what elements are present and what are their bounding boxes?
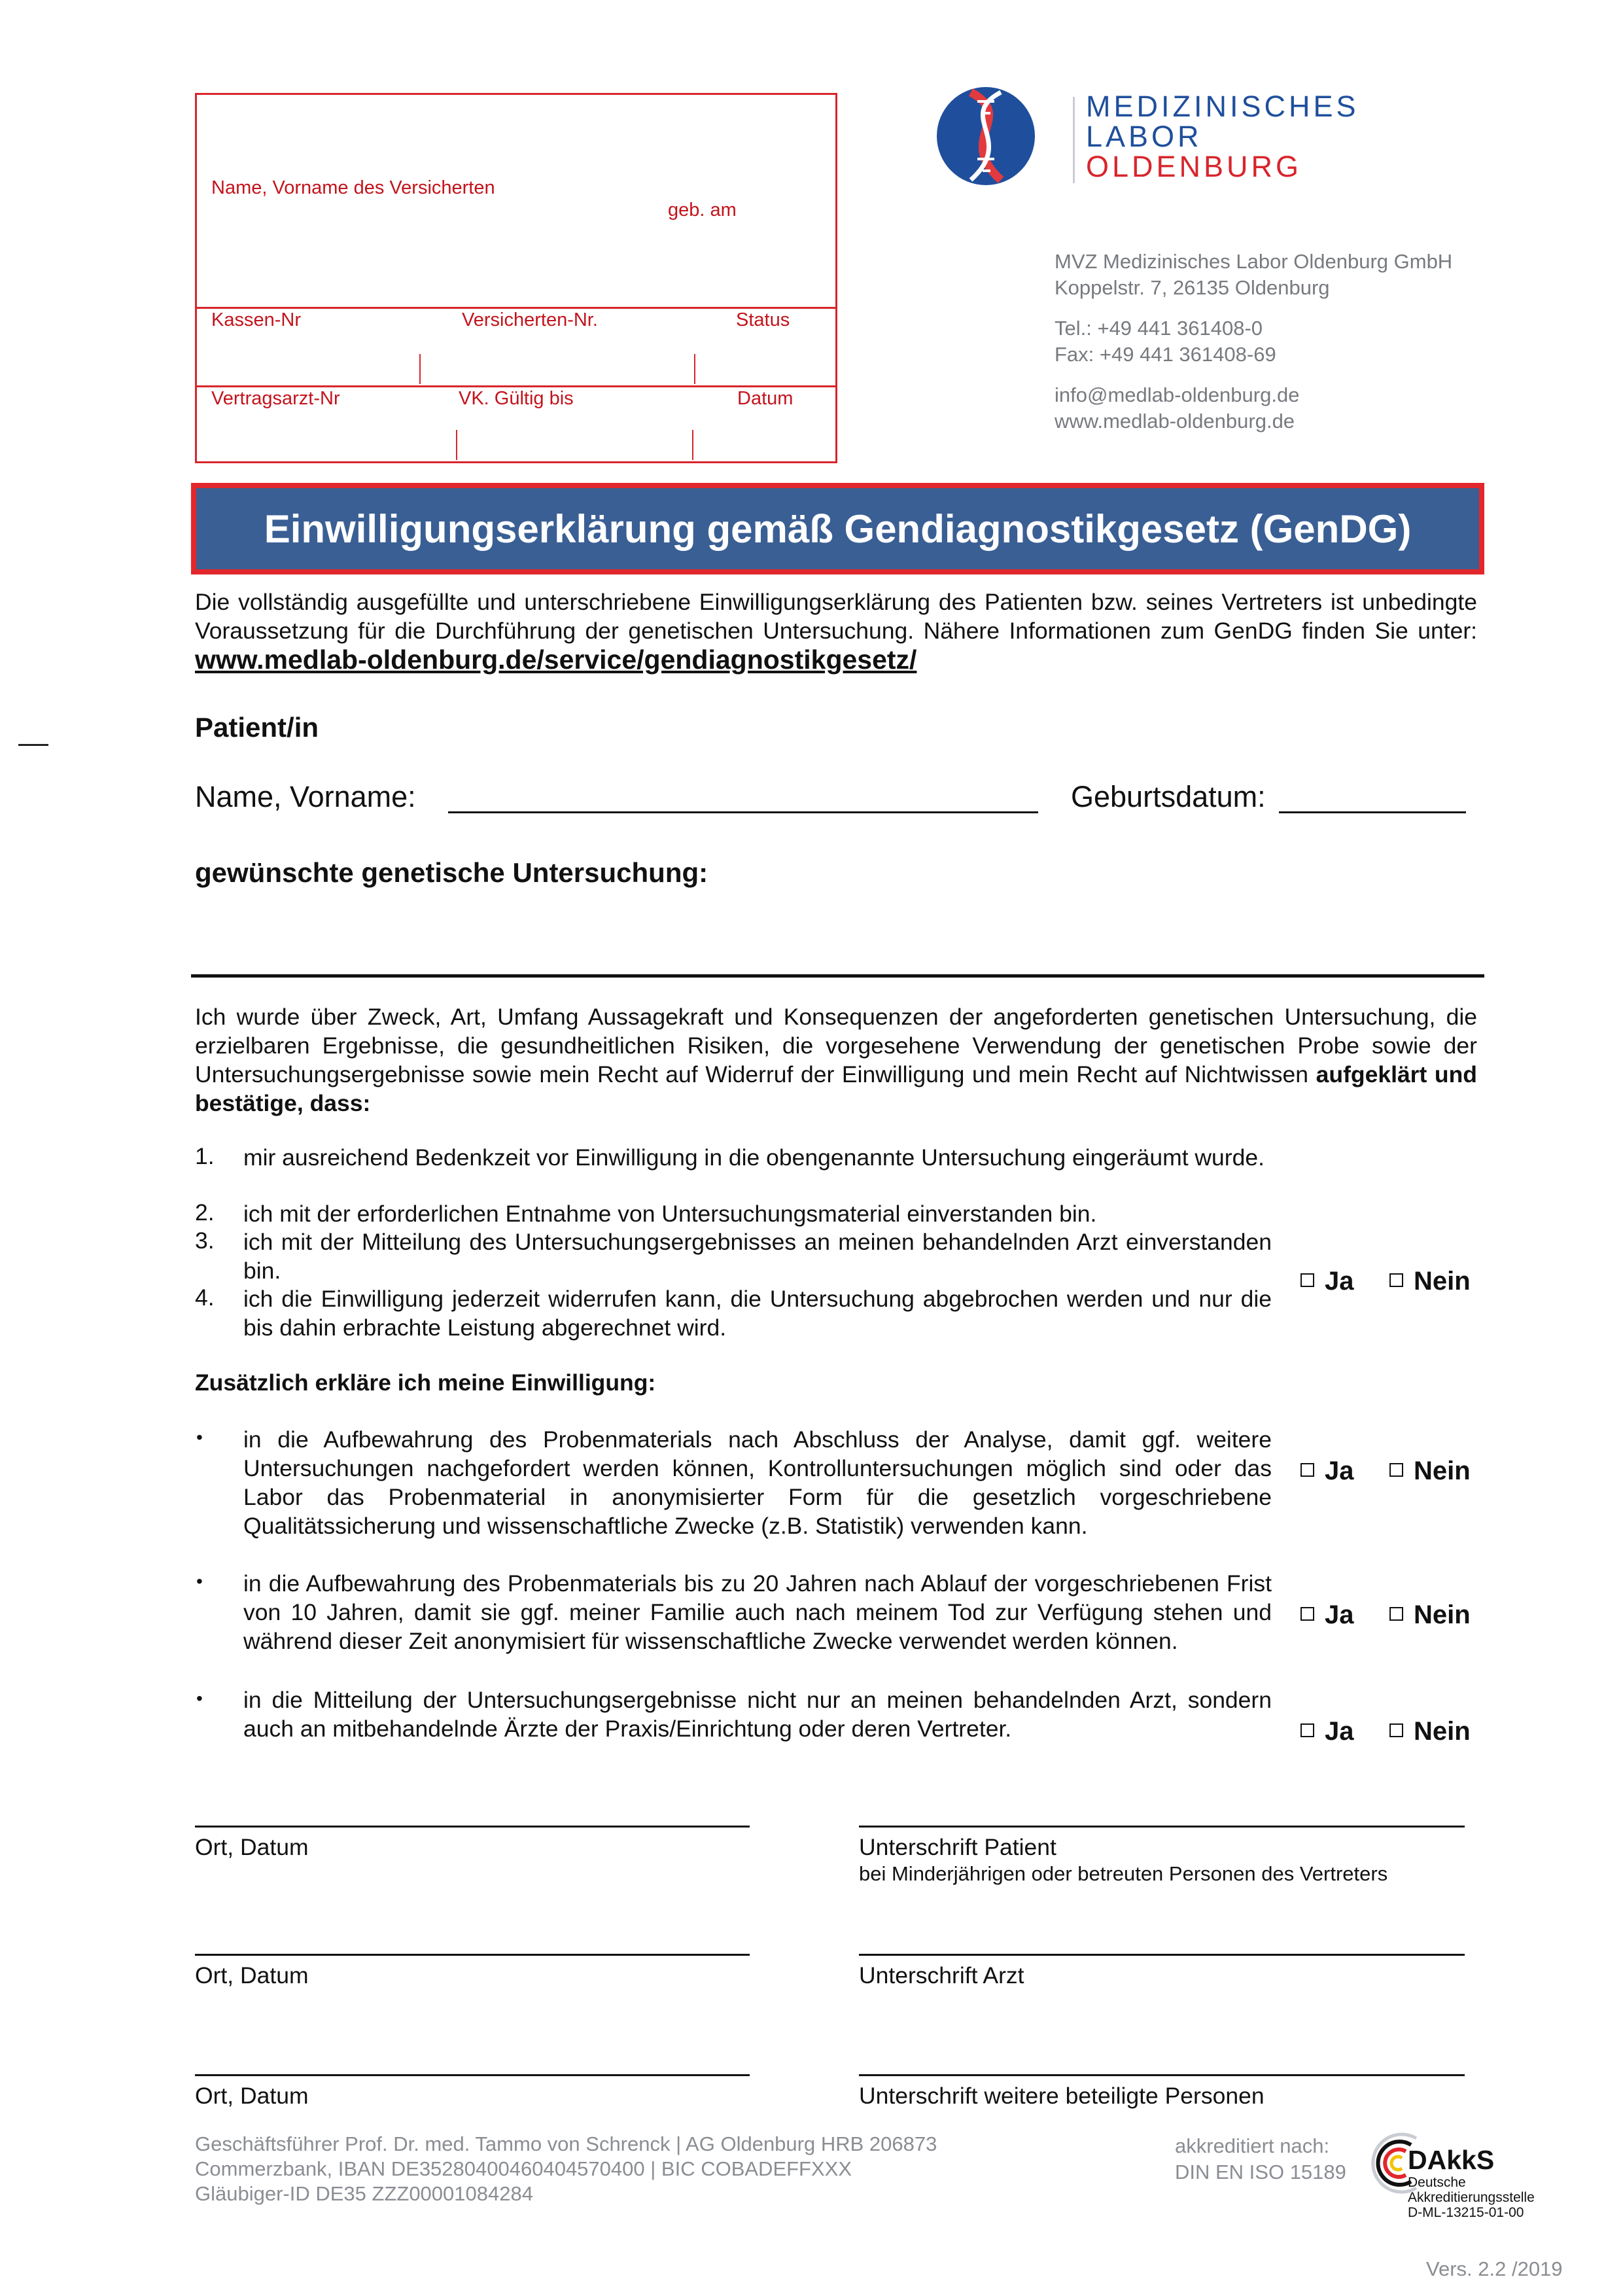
field-divider bbox=[419, 354, 421, 384]
insurance-field-box[interactable] bbox=[195, 93, 837, 463]
page-title: Einwilligungserklärung gemäß Gendiagnostikgesetz (GenDG) bbox=[264, 506, 1412, 551]
name-label: Name, Vorname des Versicherten bbox=[211, 177, 495, 198]
bullet-icon: • bbox=[196, 1571, 203, 1591]
additional-item-1: in die Aufbewahrung des Probenmaterials nach Abschluss der Analyse, damit ggf. weitere Untersuchungen nachgefordert werden können, Kontrolluntersuchungen möglich sind oder das Labor das Probenmaterial in anonymisierter Form für die gesetzlich vorgeschriebene Qualitätssicherung und wissenschaftliche Zwecke (z.B. Statistik) verwenden kann. bbox=[243, 1426, 1272, 1539]
doctor-signature-label: Unterschrift Arzt bbox=[859, 1962, 1024, 1988]
consent-paragraph bbox=[195, 1002, 1477, 1118]
patient-name-label: Name, Vorname: bbox=[195, 780, 416, 813]
company-web[interactable]: www.medlab-oldenburg.de bbox=[1055, 410, 1295, 433]
company-name: MVZ Medizinisches Labor Oldenburg GmbH bbox=[1055, 250, 1453, 273]
place-date-line[interactable] bbox=[195, 1954, 750, 1956]
accredited-label: akkreditiert nach: bbox=[1175, 2134, 1330, 2157]
share-yes-checkbox[interactable] bbox=[1300, 1717, 1354, 1746]
dakks-line1: Deutsche bbox=[1408, 2175, 1466, 2190]
checkbox-icon bbox=[1389, 1463, 1403, 1477]
place-date-line[interactable] bbox=[195, 2074, 750, 2076]
consent-item-3: ich mit der Mitteilung des Untersuchungsergebnisses an meinen behandelnden Arzt einverstanden bin. bbox=[243, 1229, 1272, 1284]
checkbox-icon bbox=[1300, 1463, 1314, 1477]
exam-heading: gewünschte genetische Untersuchung: bbox=[195, 857, 708, 888]
patient-birth-label: Geburtsdatum: bbox=[1071, 780, 1266, 813]
yes-label: Ja bbox=[1325, 1717, 1354, 1746]
iso-standard: DIN EN ISO 15189 bbox=[1175, 2161, 1346, 2183]
dna-logo-icon bbox=[937, 87, 1035, 185]
others-signature-label: Unterschrift weitere beteiligte Personen bbox=[859, 2083, 1265, 2109]
patient-birth-field[interactable] bbox=[1279, 811, 1466, 813]
patient-name-field[interactable] bbox=[448, 811, 1038, 813]
field-divider bbox=[456, 430, 457, 460]
patient-signature-note: bei Minderjährigen oder betreuten Personen des Vertreters bbox=[859, 1862, 1388, 1885]
intro-text: Die vollständig ausgefüllte und unterschriebene Einwilligungserklärung des Patienten bzw. seines Vertreters ist unbedingte Voraussetzung für die Durchführung der genetischen Untersuchung. Nähere Informationen zum GenDG finden Sie unter: bbox=[195, 589, 1477, 644]
logo-divider bbox=[1073, 97, 1075, 183]
patient-heading: Patient/in bbox=[195, 712, 319, 743]
consent-bold: aufgeklärt und bestätige, dass: bbox=[195, 1061, 1477, 1116]
version: Vers. 2.2 /2019 bbox=[1426, 2257, 1563, 2280]
bullet-icon: • bbox=[196, 1427, 203, 1447]
exam-field-line[interactable] bbox=[191, 974, 1484, 978]
checkbox-icon bbox=[1389, 1273, 1403, 1287]
vertragsarzt-label: Vertragsarzt-Nr bbox=[211, 388, 340, 409]
place-date-line[interactable] bbox=[195, 1826, 750, 1828]
storage-no-checkbox[interactable] bbox=[1389, 1457, 1471, 1486]
others-signature-line[interactable] bbox=[859, 2074, 1465, 2076]
additional-item-2: in die Aufbewahrung des Probenmaterials bis zu 20 Jahren nach Ablauf der vorgeschriebenen Frist von 10 Jahren, damit sie ggf. meiner Familie auch nach meinem Tod zur Verfügung stehen und während dieser Zeit anonymisiert für wissenschaftliche Zwecke verwendet werden können. bbox=[243, 1570, 1272, 1654]
title-banner-inner bbox=[200, 492, 1475, 565]
logo-line2: LABOR bbox=[1086, 120, 1202, 153]
checkbox-icon bbox=[1300, 1273, 1314, 1287]
margin-tick bbox=[18, 744, 48, 746]
consent-item-4: ich die Einwilligung jederzeit widerrufen kann, die Untersuchung abgebrochen werden und nur die bis dahin erbrachte Leistung abgerechnet wird. bbox=[243, 1286, 1272, 1341]
checkbox-icon bbox=[1389, 1607, 1403, 1621]
birth-label: geb. am bbox=[668, 200, 737, 221]
additional-heading: Zusätzlich erkläre ich meine Einwilligung: bbox=[195, 1369, 656, 1396]
field-divider bbox=[694, 354, 695, 384]
consent-text: Ich wurde über Zweck, Art, Umfang Aussagekraft und Konsequenzen der angeforderten genetischen Untersuchung, die erzielbaren Ergebnisse, die gesundheitlichen Risiken, die vorgesehene Verwendung der genetischen Probe sowie der Untersuchungsergebnisse sowie mein Recht auf Widerruf der Einwilligung und mein Recht auf Nichtwissen bbox=[195, 1004, 1477, 1087]
company-tel: Tel.: +49 441 361408-0 bbox=[1055, 317, 1263, 340]
consent-item-1: mir ausreichend Bedenkzeit vor Einwilligung in die obengenannte Untersuchung eingeräumt wurde. bbox=[243, 1144, 1265, 1171]
insurance-row-divider bbox=[197, 385, 835, 387]
patient-signature-line[interactable] bbox=[859, 1826, 1465, 1828]
consent-yes-checkbox[interactable] bbox=[1300, 1267, 1354, 1296]
no-label: Nein bbox=[1414, 1600, 1471, 1629]
bullet-icon: • bbox=[196, 1688, 203, 1708]
long-storage-no-checkbox[interactable] bbox=[1389, 1600, 1471, 1630]
no-label: Nein bbox=[1414, 1457, 1471, 1485]
storage-yes-checkbox[interactable] bbox=[1300, 1457, 1354, 1486]
company-fax: Fax: +49 441 361408-69 bbox=[1055, 343, 1276, 366]
datum-label: Datum bbox=[737, 388, 794, 409]
patient-signature-label: Unterschrift Patient bbox=[859, 1834, 1056, 1860]
company-street: Koppelstr. 7, 26135 Oldenburg bbox=[1055, 276, 1330, 299]
footer-management: Geschäftsführer Prof. Dr. med. Tammo von Schrenck | AG Oldenburg HRB 206873 bbox=[195, 2132, 937, 2155]
consent-item-2: ich mit der erforderlichen Entnahme von Untersuchungsmaterial einverstanden bin. bbox=[243, 1201, 1097, 1227]
checkbox-icon bbox=[1300, 1723, 1314, 1737]
checkbox-icon bbox=[1389, 1723, 1403, 1737]
status-label: Status bbox=[736, 309, 790, 330]
versicherten-label: Versicherten-Nr. bbox=[462, 309, 598, 330]
item-number: 2. bbox=[195, 1199, 215, 1226]
long-storage-yes-checkbox[interactable] bbox=[1300, 1600, 1354, 1630]
company-email[interactable]: info@medlab-oldenburg.de bbox=[1055, 383, 1300, 406]
footer-creditor-id: Gläubiger-ID DE35 ZZZ00001084284 bbox=[195, 2182, 533, 2205]
item-number: 1. bbox=[195, 1143, 215, 1169]
doctor-signature-line[interactable] bbox=[859, 1954, 1465, 1956]
logo-line3: OLDENBURG bbox=[1086, 150, 1302, 183]
footer-bank: Commerzbank, IBAN DE35280400460404570400 | BIC COBADEFFXXX bbox=[195, 2157, 852, 2180]
vk-label: VK. Gültig bis bbox=[459, 388, 574, 409]
item-number: 3. bbox=[195, 1227, 215, 1254]
yes-label: Ja bbox=[1325, 1267, 1354, 1296]
intro-paragraph bbox=[195, 588, 1477, 675]
no-label: Nein bbox=[1414, 1267, 1471, 1296]
place-date-label: Ort, Datum bbox=[195, 1834, 309, 1860]
dakks-line2: Akkreditierungsstelle bbox=[1408, 2190, 1535, 2205]
place-date-label: Ort, Datum bbox=[195, 2083, 309, 2109]
additional-item-3: in die Mitteilung der Untersuchungsergebnisse nicht nur an meinen behandelnden Arzt, sondern auch an mitbehandelnde Ärzte der Praxis/Einrichtung oder deren Vertreter. bbox=[243, 1687, 1272, 1742]
dakks-name: DAkkS bbox=[1408, 2145, 1495, 2175]
logo-line1: MEDIZINISCHES bbox=[1086, 90, 1359, 123]
yes-label: Ja bbox=[1325, 1457, 1354, 1485]
dakks-id: D-ML-13215-01-00 bbox=[1408, 2205, 1524, 2220]
intro-link[interactable]: www.medlab-oldenburg.de/service/gendiagnostikgesetz/ bbox=[195, 645, 917, 675]
consent-no-checkbox[interactable] bbox=[1389, 1267, 1471, 1296]
field-divider bbox=[692, 430, 693, 460]
yes-label: Ja bbox=[1325, 1600, 1354, 1629]
item-number: 4. bbox=[195, 1284, 215, 1311]
kassen-label: Kassen-Nr bbox=[211, 309, 301, 330]
no-label: Nein bbox=[1414, 1717, 1471, 1746]
share-no-checkbox[interactable] bbox=[1389, 1717, 1471, 1746]
place-date-label: Ort, Datum bbox=[195, 1962, 309, 1988]
title-banner bbox=[191, 483, 1484, 574]
checkbox-icon bbox=[1300, 1607, 1314, 1621]
insurance-row-divider bbox=[197, 307, 835, 309]
